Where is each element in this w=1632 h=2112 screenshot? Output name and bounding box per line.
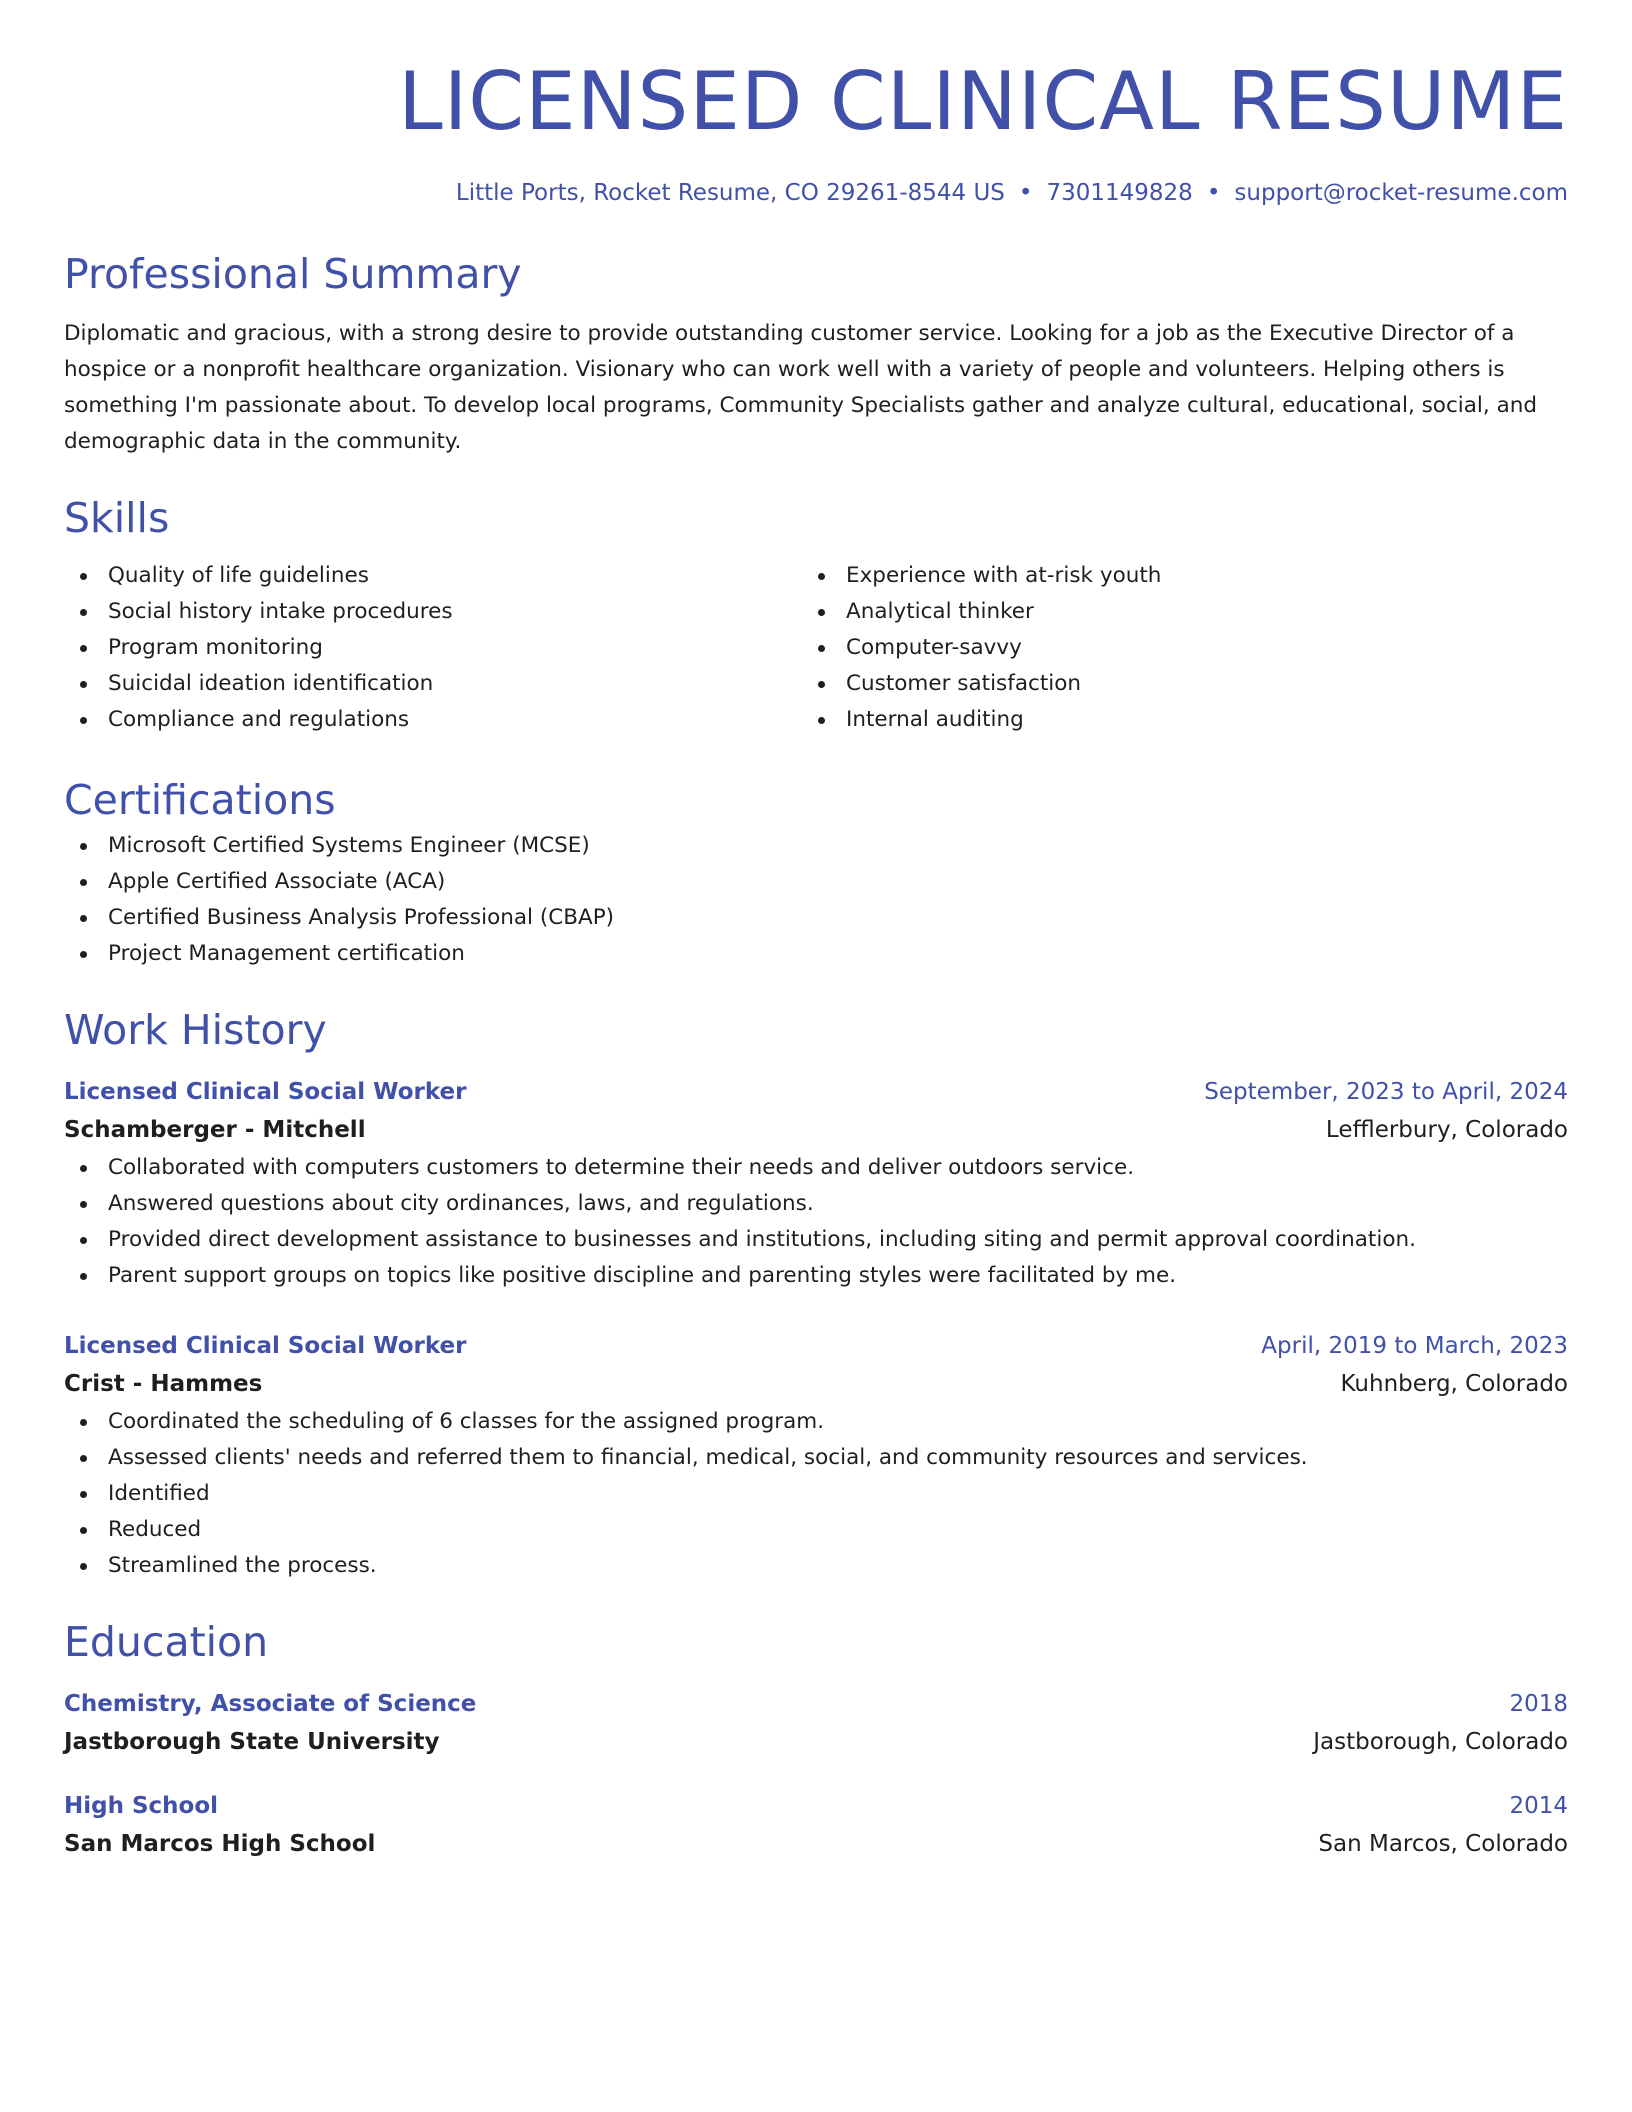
skill-item <box>64 702 802 738</box>
job-duty-item <box>64 1258 1568 1294</box>
skill-text: Program monitoring <box>108 635 323 660</box>
resume-header <box>64 52 1568 210</box>
skill-item <box>64 594 802 630</box>
job-header <box>64 1074 1568 1110</box>
skill-text: Compliance and regulations <box>108 707 410 732</box>
contact-address: Little Ports, Rocket Resume, CO 29261-8544 US <box>455 180 1005 206</box>
skill-item <box>64 630 802 666</box>
bullet-icon <box>80 609 87 616</box>
job-duty-text: Reduced <box>108 1517 202 1542</box>
bullet-icon <box>818 717 825 724</box>
bullet-icon <box>80 1563 87 1570</box>
education-entry <box>64 1788 1568 1864</box>
job-title: Licensed Clinical Social Worker <box>64 1079 467 1105</box>
job-company: Crist - Hammes <box>64 1371 263 1397</box>
summary-heading: Professional Summary <box>64 250 522 298</box>
education-subheader <box>64 1824 1568 1864</box>
bullet-icon <box>80 843 87 850</box>
certification-text: Microsoft Certified Systems Engineer (MCSE) <box>108 833 590 858</box>
job-duty-item <box>64 1150 1568 1186</box>
job-duty-item <box>64 1404 1568 1440</box>
skills-heading: Skills <box>64 494 170 542</box>
bullet-icon <box>80 879 87 886</box>
job-duty-item <box>64 1512 1568 1548</box>
certification-item <box>64 828 1568 864</box>
job-duty-text: Collaborated with computers customers to determine their needs and deliver outdoors service. <box>108 1155 1135 1180</box>
bullet-icon <box>818 645 825 652</box>
job-company: Schamberger - Mitchell <box>64 1117 366 1143</box>
certification-text: Project Management certification <box>108 941 465 966</box>
job-title: Licensed Clinical Social Worker <box>64 1333 467 1359</box>
job-duty-item <box>64 1222 1568 1258</box>
bullet-icon <box>80 951 87 958</box>
skill-item <box>64 666 802 702</box>
certification-item <box>64 936 1568 972</box>
bullet-icon <box>80 681 87 688</box>
bullet-icon <box>80 1455 87 1462</box>
bullet-icon <box>80 1273 87 1280</box>
skill-item <box>802 594 1540 630</box>
job-duty-item <box>64 1548 1568 1584</box>
certification-item <box>64 864 1568 900</box>
job-duties <box>64 1150 1568 1294</box>
skill-text: Quality of life guidelines <box>108 563 369 588</box>
job-dates: September, 2023 to April, 2024 <box>1204 1079 1568 1105</box>
skill-text: Experience with at-risk youth <box>846 563 1162 588</box>
job-entry <box>64 1074 1568 1294</box>
job-duty-text: Identified <box>108 1481 210 1506</box>
job-duty-text: Answered questions about city ordinances, laws, and regulations. <box>108 1191 814 1216</box>
job-subheader <box>64 1110 1568 1150</box>
skill-text: Social history intake procedures <box>108 599 453 624</box>
bullet-icon <box>80 573 87 580</box>
education-entry <box>64 1686 1568 1762</box>
skills-list <box>64 558 1568 738</box>
skill-text: Analytical thinker <box>846 599 1034 624</box>
education-location: San Marcos, Colorado <box>1318 1831 1568 1857</box>
contact-email[interactable]: support@rocket-resume.com <box>1234 180 1568 206</box>
education-header <box>64 1788 1568 1824</box>
bullet-icon <box>80 717 87 724</box>
bullet-icon <box>818 609 825 616</box>
education-school: San Marcos High School <box>64 1831 376 1857</box>
bullet-icon <box>80 1237 87 1244</box>
job-duty-text: Streamlined the process. <box>108 1553 377 1578</box>
skill-text: Suicidal ideation identification <box>108 671 434 696</box>
skills-column-right <box>802 558 1540 738</box>
certification-text: Certified Business Analysis Professional (CBAP) <box>108 905 615 930</box>
job-duty-text: Coordinated the scheduling of 6 classes for the assigned program. <box>108 1409 825 1434</box>
certification-text: Apple Certified Associate (ACA) <box>108 869 446 894</box>
contact-line <box>64 176 1568 210</box>
skill-text: Customer satisfaction <box>846 671 1081 696</box>
contact-separator: • <box>1206 180 1221 206</box>
education-year: 2018 <box>1509 1691 1568 1717</box>
job-duty-text: Assessed clients' needs and referred them to financial, medical, social, and community resources and services. <box>108 1445 1308 1470</box>
job-header <box>64 1328 1568 1364</box>
job-duty-text: Provided direct development assistance to businesses and institutions, including siting and permit approval coordination. <box>108 1227 1416 1252</box>
summary-text: Diplomatic and gracious, with a strong desire to provide outstanding customer service. Looking for a job as the Executive Director of a hospice or a nonprofit healthcare organization. Visionary who can work well with a variety of people and volunteers. Helping others is something I'm passionate about. To develop local programs, Community Specialists gather and analyze cultural, educational, social, and demographic data in the community. <box>64 321 1538 454</box>
education-header <box>64 1686 1568 1722</box>
bullet-icon <box>80 1527 87 1534</box>
skill-item <box>802 666 1540 702</box>
skill-item <box>64 558 802 594</box>
bullet-icon <box>80 1201 87 1208</box>
skill-item <box>802 702 1540 738</box>
bullet-icon <box>818 681 825 688</box>
bullet-icon <box>80 1491 87 1498</box>
skills-column-left <box>64 558 802 738</box>
education-heading: Education <box>64 1618 269 1666</box>
bullet-icon <box>80 645 87 652</box>
job-duty-item <box>64 1440 1568 1476</box>
education-subheader <box>64 1722 1568 1762</box>
skill-text: Internal auditing <box>846 707 1024 732</box>
education-degree: Chemistry, Associate of Science <box>64 1691 477 1717</box>
job-duties <box>64 1404 1568 1584</box>
job-dates: April, 2019 to March, 2023 <box>1261 1333 1568 1359</box>
bullet-icon <box>80 1165 87 1172</box>
certifications-list <box>64 828 1568 972</box>
skill-item <box>802 630 1540 666</box>
contact-separator: • <box>1018 180 1033 206</box>
work-history-heading: Work History <box>64 1006 327 1054</box>
skill-item <box>802 558 1540 594</box>
job-location: Lefflerbury, Colorado <box>1325 1117 1568 1143</box>
education-year: 2014 <box>1509 1793 1568 1819</box>
bullet-icon <box>818 573 825 580</box>
education-school: Jastborough State University <box>64 1729 440 1755</box>
job-subheader <box>64 1364 1568 1404</box>
certification-item <box>64 900 1568 936</box>
certifications-heading: Certifications <box>64 776 336 824</box>
bullet-icon <box>80 1419 87 1426</box>
education-degree: High School <box>64 1793 219 1819</box>
contact-phone: 7301149828 <box>1046 180 1193 206</box>
resume-name: LICENSED CLINICAL RESUME <box>398 55 1568 148</box>
job-entry <box>64 1328 1568 1584</box>
job-duty-item <box>64 1476 1568 1512</box>
bullet-icon <box>80 915 87 922</box>
job-duty-item <box>64 1186 1568 1222</box>
skill-text: Computer-savvy <box>846 635 1022 660</box>
job-duty-text: Parent support groups on topics like positive discipline and parenting styles were facilitated by me. <box>108 1263 1177 1288</box>
education-location: Jastborough, Colorado <box>1313 1729 1568 1755</box>
job-location: Kuhnberg, Colorado <box>1340 1371 1568 1397</box>
